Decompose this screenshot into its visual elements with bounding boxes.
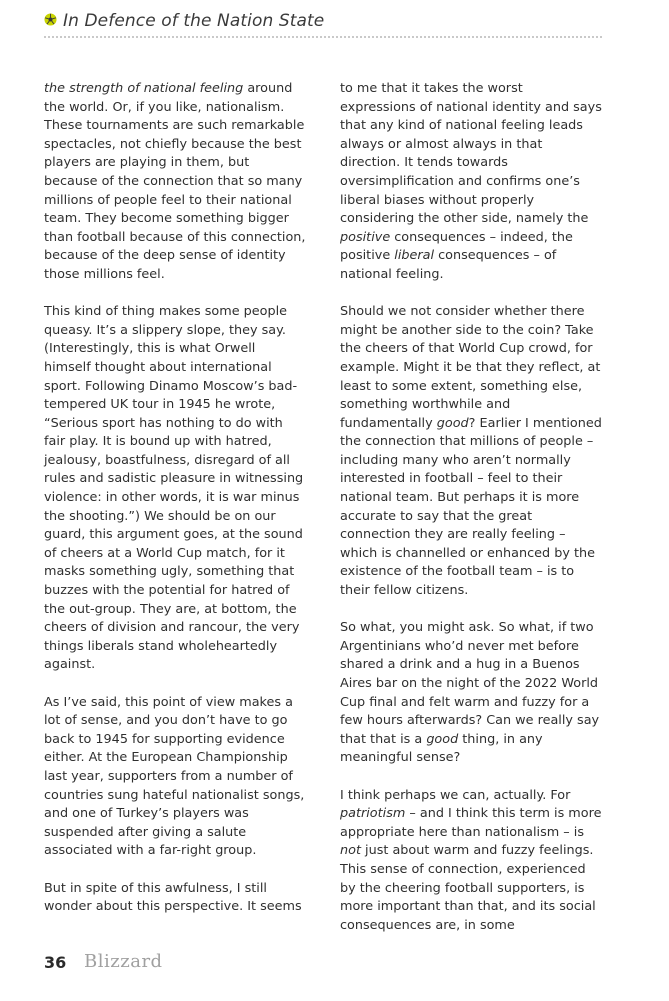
emphasized-text: patriotism xyxy=(340,806,406,822)
emphasized-text: the strength of national feeling xyxy=(44,81,244,96)
body-text: consequences – indeed, the positive xyxy=(340,229,573,264)
emphasized-text: liberal xyxy=(394,248,435,264)
right-column xyxy=(340,80,602,935)
article-title: In Defence of the Nation State xyxy=(63,11,325,31)
body-text: to me that it takes the worst expressions of national identity and says that any kind of national feeling leads always or almost always in that direction. It tends towards oversimplification and confirms one’s liberal biases without properly considering the other side, namely the xyxy=(340,81,602,227)
paragraph xyxy=(44,303,306,675)
header-divider xyxy=(44,36,602,38)
emphasized-text: positive xyxy=(340,229,391,245)
body-text: But in spite of this awfulness, I still wonder about this perspective. It seems xyxy=(44,880,302,915)
body-text: I think perhaps we can, actually. For xyxy=(340,787,571,803)
body-text: This kind of thing makes some people queasy. It’s a slippery slope, they say. (Interestingly, this is what Orwell himself thought about international sport. Following Dinamo Moscow’s bad-tempered UK tour in 1945 he wrote, “Serious sport has nothing to do with fair play. It is bound up with hatred, jealousy, boastfulness, disregard of all rules and sadistic pleasure in witnessing violence: in other words, it is war minus the shooting.”) We should be on our guard, this argument goes, at the sound of cheers at a World Cup match, for it masks something ugly, something that buzzes with the potential for hatred of the out-group. They are, at bottom, the cheers of division and rancour, the very things liberals stand wholeheartedly against. xyxy=(44,304,304,673)
emphasized-text: not xyxy=(340,843,361,859)
body-text: just about warm and fuzzy feelings. This sense of connection, experienced by the cheering football supporters, is more important than that, and its social consequences are, in some xyxy=(340,843,596,933)
paragraph xyxy=(44,880,306,917)
body-text: – and I think this term is more appropriate here than nationalism – is xyxy=(340,806,602,840)
paragraph xyxy=(340,787,602,936)
emphasized-text: good xyxy=(426,731,459,747)
body-text: around the world. Or, if you like, nationalism. These tournaments are such remarkable spectacles, not chiefly because the best players are playing in them, but because of the connection that so many millions of people feel to their national team. They become something bigger than football because of this connection, because of the deep sense of identity those millions feel. xyxy=(44,81,306,282)
body-text: thing, in any meaningful sense? xyxy=(340,731,543,766)
body-text: Should we not consider whether there might be another side to the coin? Take the cheers of that World Cup crowd, for example. Might it be that they reflect, at least to some extent, something else, something worthwhile and fundamentally xyxy=(340,304,601,431)
magazine-logo: Blizzard xyxy=(84,951,163,972)
body-text: consequences – of national feeling. xyxy=(340,248,557,282)
page-number: 36 xyxy=(44,953,67,972)
paragraph xyxy=(340,80,602,285)
paragraph xyxy=(340,619,602,768)
body-text: As I’ve said, this point of view makes a lot of sense, and you don’t have to go back to 1945 for supporting evidence either. At the European Championship last year, supporters from a number of countries sung hateful nationalist songs, and one of Turkey’s players was suspended after giving a salute associated with a far-right group. xyxy=(44,694,305,859)
body-text: So what, you might ask. So what, if two Argentinians who’d never met before shared a drink and a hug in a Buenos Aires bar on the night of the 2022 World Cup final and felt warm and fuzzy for a few hours afterwards? Can we really say that that is a xyxy=(340,620,600,747)
body-text: ? Earlier I mentioned the connection that millions of people – including many who aren’t normally interested in football – feel to their national team. But perhaps it is more accurate to say that the great connection they are really feeling – which is channelled or enhanced by the existence of the football team – is to their fellow citizens. xyxy=(340,415,602,599)
emphasized-text: good xyxy=(436,415,469,431)
paragraph xyxy=(44,80,306,285)
paragraph xyxy=(44,694,306,861)
left-column xyxy=(44,80,306,917)
paragraph xyxy=(340,303,602,601)
football-icon xyxy=(44,13,57,26)
running-header xyxy=(44,10,602,36)
